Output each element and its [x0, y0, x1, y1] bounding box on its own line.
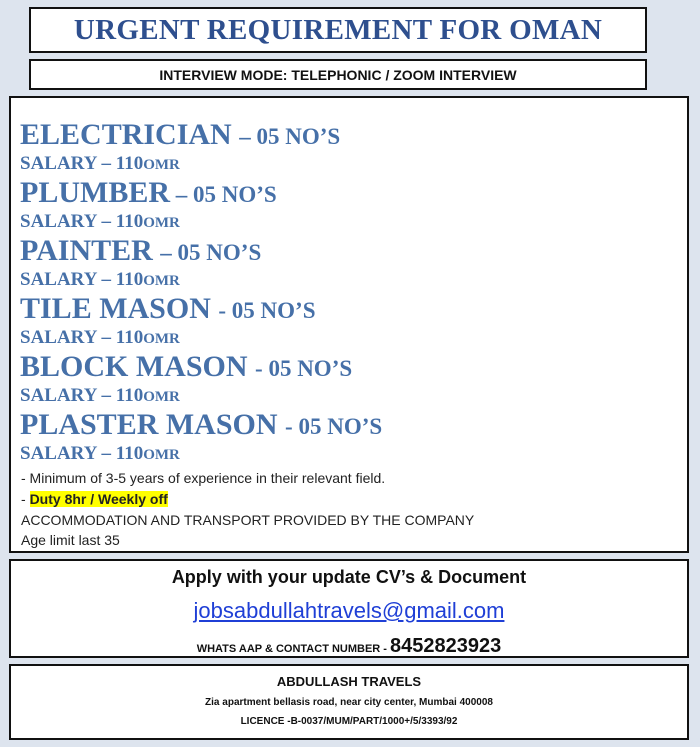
- page-title: URGENT REQUIREMENT FOR OMAN: [73, 13, 603, 46]
- duty-highlight: Duty 8hr / Weekly off: [29, 491, 168, 507]
- job-count: – 05 NO’S: [239, 124, 341, 149]
- salary-unit: OMR: [143, 389, 180, 405]
- company-address: Zia apartment bellasis road, near city center, Mumbai 400008: [205, 697, 493, 708]
- interview-mode-box: [29, 59, 647, 90]
- company-name: ABDULLASH TRAVELS: [276, 674, 422, 689]
- age-limit-note: Age limit last 35: [21, 532, 120, 548]
- job-count: - 05 NO’S: [285, 414, 383, 439]
- job-count: - 05 NO’S: [218, 298, 316, 323]
- salary-amount: SALARY – 110: [20, 443, 144, 464]
- job-salary: [20, 153, 180, 175]
- salary-unit: OMR: [143, 215, 180, 231]
- salary-amount: SALARY – 110: [20, 153, 144, 174]
- job-count: - 05 NO’S: [255, 356, 353, 381]
- title-box: [29, 7, 647, 53]
- job-count: – 05 NO’S: [160, 240, 262, 265]
- job-salary: [20, 327, 180, 349]
- job-title-tile-mason: [20, 292, 316, 326]
- job-title-block-mason: [20, 350, 352, 384]
- job-salary: [20, 211, 180, 233]
- interview-mode: INTERVIEW MODE: TELEPHONIC / ZOOM INTERVIEW: [159, 66, 517, 83]
- salary-unit: OMR: [143, 273, 180, 289]
- email-link[interactable]: jobsabdullahtravels@gmail.com: [193, 598, 505, 623]
- salary-amount: SALARY – 110: [20, 327, 144, 348]
- job-title-electrician: [20, 118, 340, 152]
- job-title-plaster-mason: [20, 408, 382, 442]
- apply-panel: [9, 559, 689, 658]
- job-name: PLASTER MASON: [20, 408, 286, 441]
- job-name: BLOCK MASON: [20, 350, 256, 383]
- job-title-painter: [20, 234, 261, 268]
- duty-prefix: -: [21, 491, 30, 507]
- job-salary: [20, 443, 180, 465]
- footer-panel: [9, 664, 689, 740]
- accommodation-note: ACCOMMODATION AND TRANSPORT PROVIDED BY THE COMPANY: [21, 512, 475, 528]
- job-salary: [20, 269, 180, 291]
- salary-amount: SALARY – 110: [20, 385, 144, 406]
- duty-note: [21, 491, 168, 507]
- salary-amount: SALARY – 110: [20, 269, 144, 290]
- job-count: – 05 NO’S: [170, 182, 277, 207]
- apply-heading: Apply with your update CV’s & Document: [171, 567, 527, 587]
- job-name: PLUMBER: [20, 176, 170, 209]
- salary-amount: SALARY – 110: [20, 211, 144, 232]
- job-name: ELECTRICIAN: [20, 118, 240, 151]
- job-salary: [20, 385, 180, 407]
- salary-unit: OMR: [143, 331, 180, 347]
- job-listing-panel: [9, 96, 689, 553]
- contact-line: [11, 635, 687, 658]
- job-title-plumber: [20, 176, 277, 210]
- contact-label: WHATS AAP & CONTACT NUMBER -: [196, 643, 391, 655]
- salary-unit: OMR: [143, 447, 180, 463]
- phone-number: 8452823923: [390, 635, 502, 657]
- salary-unit: OMR: [143, 157, 180, 173]
- licence-number: LICENCE -B-0037/MUM/PART/1000+/5/3393/92: [240, 716, 458, 727]
- job-name: TILE MASON: [20, 292, 219, 325]
- job-name: PAINTER: [20, 234, 161, 267]
- experience-note: - Minimum of 3-5 years of experience in their relevant field.: [21, 470, 386, 486]
